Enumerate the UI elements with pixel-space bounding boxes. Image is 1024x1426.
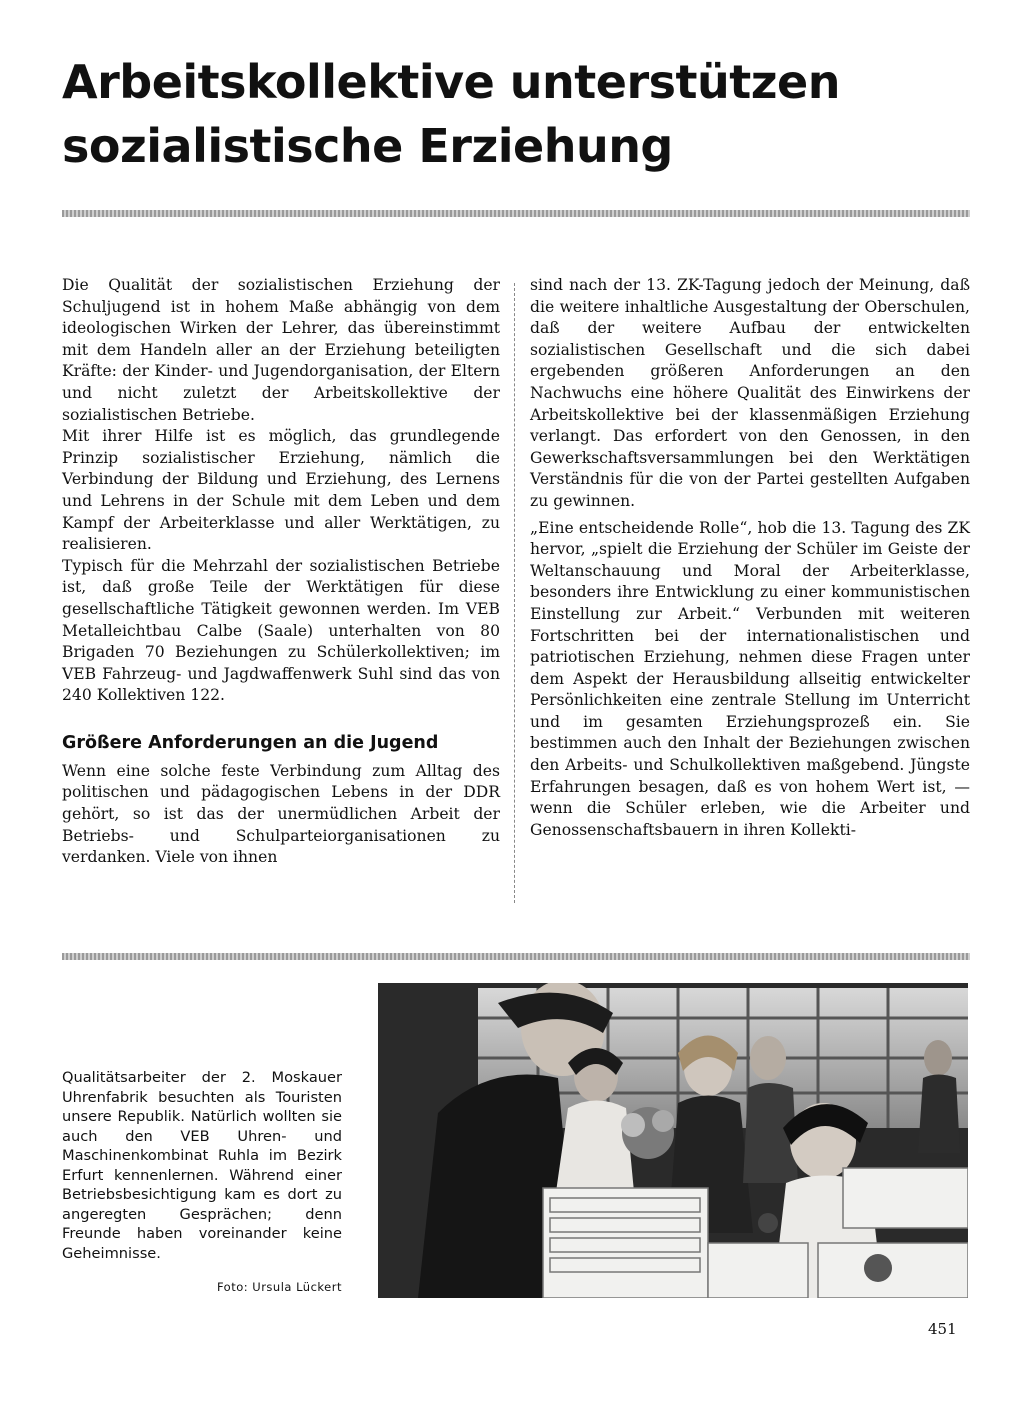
paragraph: sind nach der 13. ZK-Tagung jedoch der Meinung, daß die weitere inhaltliche Ausgestaltung der Oberschulen, daß der weitere Aufbau der entwickelten sozialistischen Gesellschaft und die sich dabei ergebenden größeren Anforderungen an den Nachwuchs eine höhere Qualität des Einwirkens der Arbeitskollektive bei der klassenmäßigen Erziehung verlangt. Das erfordert von den Genossen, in den Gewerkschaftsversammlungen bei den Werktätigen Verständnis für die von der Partei gestellten Aufgaben zu gewinnen. [530,276,970,510]
paragraph: Die Qualität der sozialistischen Erziehung der Schuljugend ist in hohem Maße abhängig von dem ideologischen Wirken der Lehrer, das übereinstimmt mit dem Handeln aller an der Erziehung beteiligten Kräfte: der Kinder- und Jugendorganisation, der Eltern und nicht zuletzt der Arbeitskollektive der sozialistischen Betriebe. [62,276,500,424]
factory-photo [378,983,968,1298]
left-column [62,275,500,869]
bottom-rule [62,953,970,960]
paragraph: Mit ihrer Hilfe ist es möglich, das grundlegende Prinzip sozialistischer Erziehung, nämlich die Verbindung der Bildung und Erziehung, des Lernens und Lehrens in der Schule mit dem Leben und dem Kampf der Arbeiterklasse und aller Werktätigen, zu realisieren. [62,427,500,554]
photo-credit: Foto: Ursula Lückert [216,1280,342,1294]
section-subheading: Größere Anforderungen an die Jugend [62,732,439,753]
top-rule [62,210,970,217]
factory-photo-image [378,983,968,1298]
paragraph: Wenn eine solche feste Verbindung zum Alltag des politischen und pädagogischen Lebens in der DDR gehört, so ist das der unermüdlichen Arbeit der Betriebs- und Schulparteiorganisationen zu verdanken. Viele von ihnen [62,761,500,867]
article-title: Arbeitskollektive unterstützen sozialistische Erziehung [62,55,840,173]
photo-caption: Qualitätsarbeiter der 2. Moskauer Uhrenfabrik besuchten als Touristen unsere Republik. Natürlich wollten sie auch den VEB Uhren- und Maschinenkombinat Ruhla im Bezirk Erfurt kennenlernen. Während einer Betriebsbesichtigung kam es dort zu angeregten Gesprächen; denn Freunde haben voreinander keine Geheimnisse. [62,1069,342,1262]
paragraph: Typisch für die Mehrzahl der sozialistischen Betriebe ist, daß große Teile der Werktätigen für diese gesellschaftliche Tätigkeit gewonnen werden. Im VEB Metalleichtbau Calbe (Saale) unterhalten von 80 Brigaden 70 Beziehungen zu Schülerkollektiven; im VEB Fahrzeug- und Jagdwaffenwerk Suhl sind das von 240 Kollektiven 122. [62,556,500,705]
paragraph: „Eine entscheidende Rolle“, hob die 13. Tagung des ZK hervor, „spielt die Erziehung der Schüler im Geiste der Weltanschauung und Moral der Arbeiterklasse, besonders ihre Entwicklung zu einer kommunistischen Einstellung zur Arbeit.“ Verbunden mit weiteren Fortschritten bei der internationalistischen und patriotischen Erziehung, nehmen diese Fragen unter dem Aspekt der Herausbildung allseitig entwickelter Persönlichkeiten eine zentrale Stellung im Unterricht und im gesamten Erziehungsprozeß ein. Sie bestimmen auch den Inhalt der Beziehungen zwischen den Arbeits- und Schulkollektiven maßgebend. Jüngste Erfahrungen besagen, daß es von hohem Wert ist, — wenn die Schüler erleben, wie die Arbeiter und Genossenschaftsbauern in ihren Kollekti- [530,518,970,839]
column-divider [514,283,516,903]
page-number: 451 [928,1320,957,1338]
right-column [530,275,970,841]
